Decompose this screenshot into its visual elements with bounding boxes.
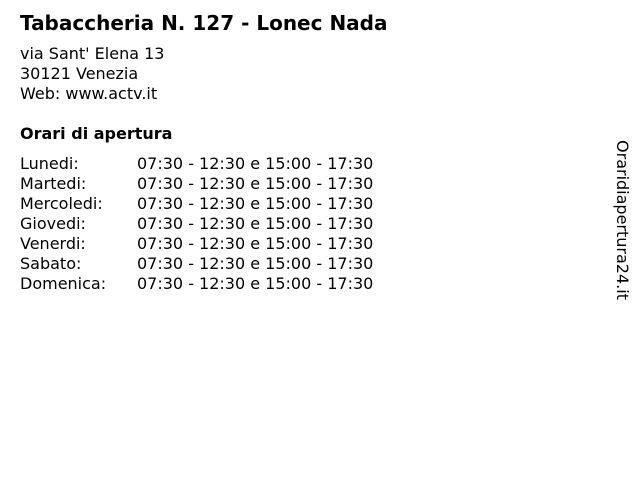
day-label: Martedi: xyxy=(20,174,87,193)
store-title: Tabaccheria N. 127 - Lonec Nada xyxy=(20,11,388,35)
time-range: 07:30 - 12:30 e 15:00 - 17:30 xyxy=(137,234,374,253)
time-range: 07:30 - 12:30 e 15:00 - 17:30 xyxy=(137,154,374,173)
opening-hours-heading: Orari di apertura xyxy=(20,124,173,143)
time-range: 07:30 - 12:30 e 15:00 - 17:30 xyxy=(137,174,374,193)
day-label: Sabato: xyxy=(20,254,82,273)
day-label: Domenica: xyxy=(20,274,107,293)
hours-row-friday xyxy=(20,234,373,254)
hours-row-tuesday xyxy=(20,174,373,194)
hours-row-monday xyxy=(20,154,373,174)
day-label: Giovedi: xyxy=(20,214,86,233)
store-address xyxy=(20,44,164,104)
address-city: 30121 Venezia xyxy=(20,64,139,83)
hours-row-wednesday xyxy=(20,194,373,214)
hours-row-saturday xyxy=(20,254,373,274)
time-range: 07:30 - 12:30 e 15:00 - 17:30 xyxy=(137,274,374,293)
day-label: Mercoledi: xyxy=(20,194,103,213)
day-label: Lunedi: xyxy=(20,154,79,173)
time-range: 07:30 - 12:30 e 15:00 - 17:30 xyxy=(137,214,374,233)
website-link[interactable]: Web: www.actv.it xyxy=(20,84,158,103)
opening-hours-table xyxy=(20,154,373,294)
hours-row-sunday xyxy=(20,274,373,294)
day-label: Venerdi: xyxy=(20,234,86,253)
time-range: 07:30 - 12:30 e 15:00 - 17:30 xyxy=(137,194,374,213)
brand-watermark: Oraridiapertura24.it xyxy=(613,140,632,300)
address-street: via Sant' Elena 13 xyxy=(20,44,165,63)
hours-row-thursday xyxy=(20,214,373,234)
time-range: 07:30 - 12:30 e 15:00 - 17:30 xyxy=(137,254,374,273)
